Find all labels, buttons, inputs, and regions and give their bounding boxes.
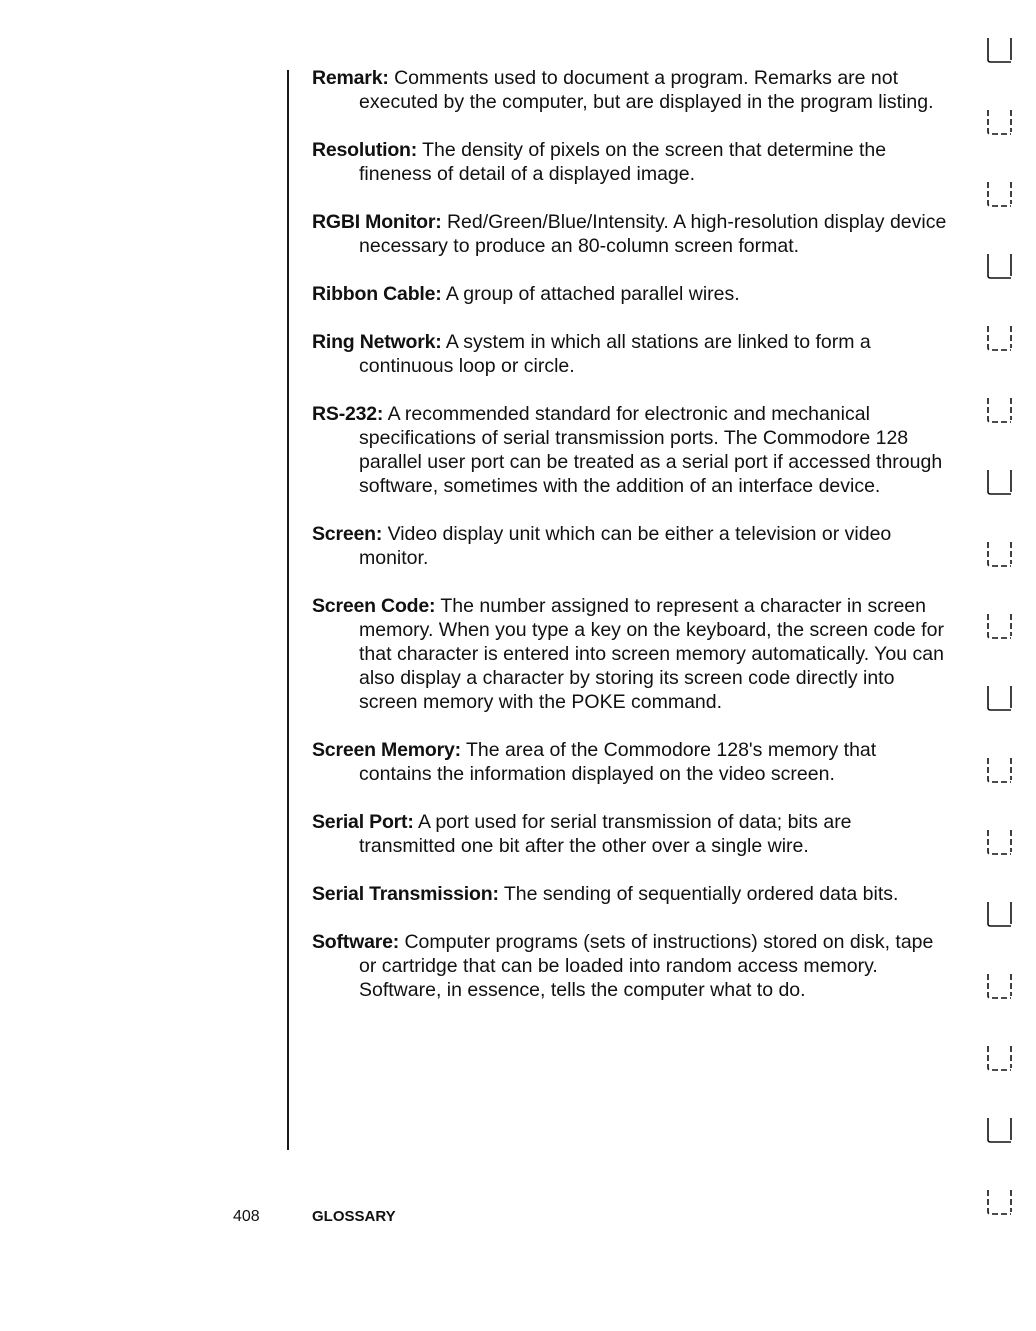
binding-hole-icon [984, 102, 1014, 142]
glossary-definition: Comments used to document a program. Remarks are not executed by the computer, but are displayed in the program listing. [359, 67, 934, 113]
glossary-definition: The number assigned to represent a character in screen memory. When you type a key on the keyboard, the screen code for that character is entered into screen memory automatically. You can also display a character by storing its screen code directly into screen memory with the POKE command. [359, 595, 944, 713]
glossary-definition: A recommended standard for electronic and mechanical specifications of serial transmission ports. The Commodore 128 parallel user port can be treated as a serial port if accessed through software, sometimes with the addition of an interface device. [359, 403, 943, 497]
glossary-entry-serial-port [312, 810, 952, 858]
glossary-entry-resolution [312, 138, 952, 186]
glossary-definition: Video display unit which can be either a television or video monitor. [359, 523, 892, 569]
glossary-definition: Red/Green/Blue/Intensity. A high-resolution display device necessary to produce an 80-column screen format. [359, 211, 947, 257]
glossary-term: Screen Memory: [312, 739, 461, 761]
glossary-term: RGBI Monitor: [312, 211, 442, 233]
binding-hole-icon [984, 174, 1014, 214]
glossary-entry-screen-code [312, 594, 952, 714]
binding-hole-icon [984, 894, 1014, 934]
glossary-term: Screen Code: [312, 595, 436, 617]
page-number: 408 [233, 1208, 260, 1225]
glossary-term: Resolution: [312, 139, 418, 161]
binding-hole-icon [984, 246, 1014, 286]
margin-rule [287, 70, 289, 1150]
glossary-entry-rgbi-monitor [312, 210, 952, 258]
binding-hole-icon [984, 462, 1014, 502]
binding-hole-icon [984, 822, 1014, 862]
glossary-entry-screen-memory [312, 738, 952, 786]
glossary-term: Ring Network: [312, 331, 442, 353]
glossary-entry-ring-network [312, 330, 952, 378]
glossary-entry-software [312, 930, 952, 1002]
glossary-term: RS-232: [312, 403, 384, 425]
glossary-entry-serial-transmission [312, 882, 952, 906]
glossary-term: Screen: [312, 523, 383, 545]
running-head: GLOSSARY [312, 1208, 396, 1225]
binding-hole-icon [984, 606, 1014, 646]
binding-hole-icon [984, 750, 1014, 790]
glossary-term: Serial Transmission: [312, 883, 499, 905]
glossary-definition: Computer programs (sets of instructions) stored on disk, tape or cartridge that can be loaded into random access memory. Software, in essence, tells the computer what to do. [359, 931, 934, 1001]
binding-hole-icon [984, 678, 1014, 718]
binding-edge-marks [984, 30, 1024, 1300]
binding-hole-icon [984, 1182, 1014, 1222]
binding-hole-icon [984, 390, 1014, 430]
glossary-definition: The area of the Commodore 128's memory that contains the information displayed on the video screen. [359, 739, 877, 785]
binding-hole-icon [984, 534, 1014, 574]
glossary-definition: A port used for serial transmission of data; bits are transmitted one bit after the other over a single wire. [359, 811, 852, 857]
glossary-entry-ribbon-cable [312, 282, 952, 306]
glossary-term: Software: [312, 931, 400, 953]
glossary-term: Remark: [312, 67, 389, 89]
glossary-term: Ribbon Cable: [312, 283, 442, 305]
glossary-entry-remark [312, 66, 952, 114]
glossary-entries [312, 66, 952, 1026]
binding-hole-icon [984, 1110, 1014, 1150]
binding-hole-icon [984, 966, 1014, 1006]
glossary-definition: The sending of sequentially ordered data bits. [503, 883, 899, 905]
glossary-entry-screen [312, 522, 952, 570]
glossary-term: Serial Port: [312, 811, 414, 833]
binding-hole-icon [984, 318, 1014, 358]
glossary-definition: A system in which all stations are linked to form a continuous loop or circle. [359, 331, 871, 377]
glossary-entry-rs-232 [312, 402, 952, 498]
glossary-definition: The density of pixels on the screen that determine the fineness of detail of a displayed image. [359, 139, 887, 185]
glossary-definition: A group of attached parallel wires. [445, 283, 740, 305]
binding-hole-icon [984, 1038, 1014, 1078]
binding-hole-icon [984, 30, 1014, 70]
